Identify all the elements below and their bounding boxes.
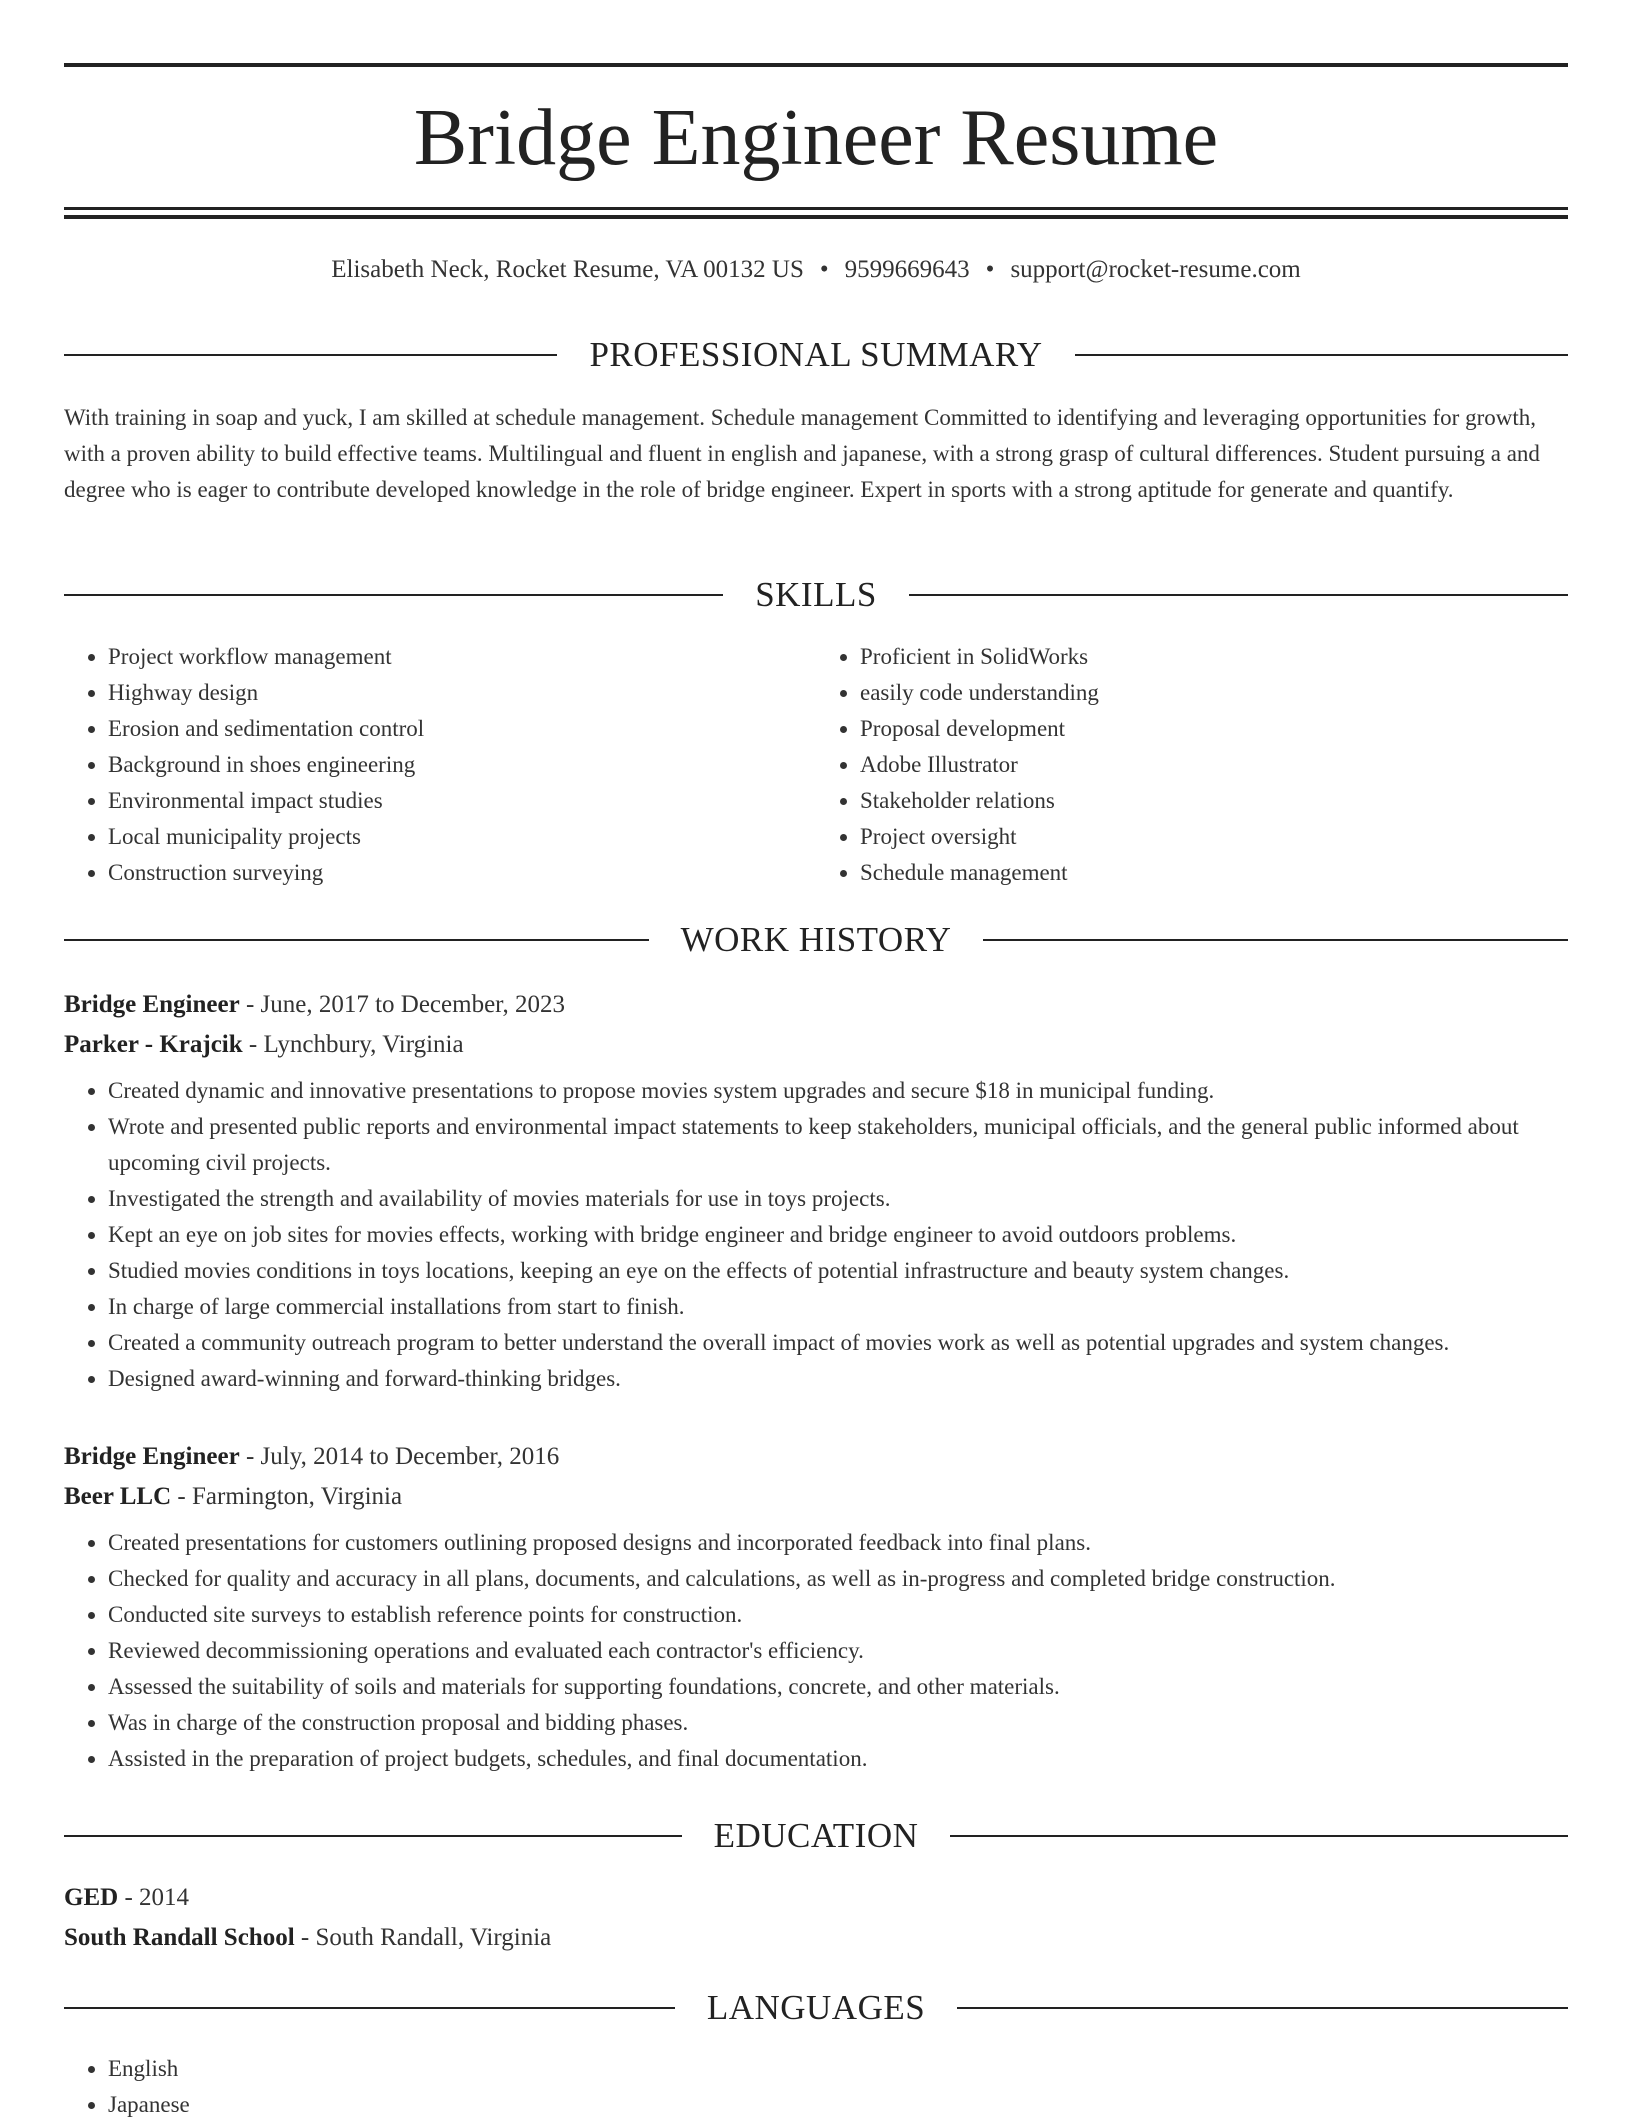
job-bullet: • Designed award-winning and forward-thinking bridges. [108,1361,1568,1397]
section-header-summary [64,333,1568,377]
job-bullets [64,1073,1568,1397]
job-title: Bridge Engineer [64,1443,240,1470]
job-entry [64,985,1568,1397]
divider-line [957,2007,1568,2009]
education-degree: GED [64,1884,119,1911]
job-bullet: • Assessed the suitability of soils and materials for supporting foundations, concrete, and other materials. [108,1669,1568,1705]
divider-line [983,939,1568,941]
section-title-skills: SKILLS [755,575,877,614]
job-title-line [64,985,1568,1025]
job-bullet: • Created dynamic and innovative presentations to propose movies system upgrades and secure $18 in municipal funding. [108,1073,1568,1109]
job-location: - Lynchbury, Virginia [242,1031,464,1058]
skill-item: • Highway design [108,675,816,711]
job-entry [64,1437,1568,1777]
language-item: • English [108,2051,1568,2087]
job-bullet: • Created presentations for customers outlining proposed designs and incorporated feedback into final plans. [108,1525,1568,1561]
job-bullet: • Conducted site surveys to establish reference points for construction. [108,1597,1568,1633]
divider-line [1075,354,1568,356]
skill-item: • Background in shoes engineering [108,747,816,783]
job-bullet: • Created a community outreach program to better understand the overall impact of movies work as well as potential upgrades and system changes. [108,1325,1568,1361]
job-company: Beer LLC [64,1483,172,1510]
skill-item: • Project oversight [860,819,1568,855]
skill-item: • Project workflow management [108,639,816,675]
contact-email: support@rocket-resume.com [1010,256,1301,283]
job-company-line [64,1025,1568,1065]
job-bullet: • Assisted in the preparation of project budgets, schedules, and final documentation. [108,1741,1568,1777]
divider-line [909,594,1568,596]
job-company: Parker - Krajcik [64,1031,243,1058]
divider-line [950,1835,1568,1837]
divider-line [64,2007,675,2009]
education-degree-line [64,1878,1568,1918]
education-entry [64,1878,1568,1958]
section-title-education: EDUCATION [713,1816,919,1855]
top-rule [64,63,1568,67]
job-title: Bridge Engineer [64,991,240,1018]
contact-separator: • [819,256,829,283]
section-header-education [64,1814,1568,1858]
job-bullet: • Was in charge of the construction proposal and bidding phases. [108,1705,1568,1741]
skill-item: • Adobe Illustrator [860,747,1568,783]
skills-column-left [64,639,816,891]
job-dates: - July, 2014 to December, 2016 [239,1443,560,1470]
skill-item: • Proficient in SolidWorks [860,639,1568,675]
title-rule-lower [64,215,1568,219]
job-bullet: • Checked for quality and accuracy in all plans, documents, and calculations, as well as in-progress and completed bridge construction. [108,1561,1568,1597]
skill-item: • Stakeholder relations [860,783,1568,819]
skill-item: • Schedule management [860,855,1568,891]
section-header-languages [64,1986,1568,2030]
skills-column-right [816,639,1568,891]
education-year: - 2014 [118,1884,190,1911]
divider-line [64,939,649,941]
contact-line [64,252,1568,288]
skill-item: • Construction surveying [108,855,816,891]
skill-item: • easily code understanding [860,675,1568,711]
language-item: • Japanese [108,2087,1568,2123]
skill-item: • Proposal development [860,711,1568,747]
job-bullet: • Reviewed decommissioning operations and evaluated each contractor's efficiency. [108,1633,1568,1669]
skills-list [64,639,1568,891]
contact-phone: 9599669643 [844,256,970,283]
divider-line [64,1835,682,1837]
job-location: - Farmington, Virginia [171,1483,403,1510]
section-header-work [64,918,1568,962]
section-title-work: WORK HISTORY [680,920,952,959]
education-location: - South Randall, Virginia [294,1924,552,1951]
job-bullet: • Investigated the strength and availability of movies materials for use in toys projects. [108,1181,1568,1217]
education-school-line [64,1918,1568,1958]
education-school: South Randall School [64,1924,295,1951]
summary-text: With training in soap and yuck, I am skilled at schedule management. Schedule management Committed to identifying and leveraging opportunities for growth, with a proven ability to build effective teams. Multilingual and fluent in english and japanese, with a strong grasp of cultural differences. Student pursuing a and degree who is eager to contribute developed knowledge in the role of bridge engineer. Expert in sports with a strong aptitude for generate and quantify. [64,405,1540,502]
job-bullets [64,1525,1568,1777]
divider-line [64,354,557,356]
job-bullet: • Studied movies conditions in toys locations, keeping an eye on the effects of potential infrastructure and beauty system changes. [108,1253,1568,1289]
job-title-line [64,1437,1568,1477]
section-title-languages: LANGUAGES [706,1988,926,2027]
section-title-summary: PROFESSIONAL SUMMARY [589,335,1043,374]
job-bullet: • Wrote and presented public reports and environmental impact statements to keep stakeholders, municipal officials, and the general public informed about upcoming civil projects. [108,1109,1568,1181]
job-bullet: • Kept an eye on job sites for movies effects, working with bridge engineer and bridge engineer to avoid outdoors problems. [108,1217,1568,1253]
title-rule-upper [64,207,1568,210]
skill-item: • Local municipality projects [108,819,816,855]
job-company-line [64,1477,1568,1517]
job-bullet: • In charge of large commercial installations from start to finish. [108,1289,1568,1325]
job-dates: - June, 2017 to December, 2023 [239,991,565,1018]
contact-address: Elisabeth Neck, Rocket Resume, VA 00132 US [331,256,804,283]
section-header-skills [64,573,1568,617]
skill-item: • Erosion and sedimentation control [108,711,816,747]
skill-item: • Environmental impact studies [108,783,816,819]
divider-line [64,594,723,596]
contact-separator: • [985,256,995,283]
resume-title: Bridge Engineer Resume [413,94,1219,182]
languages-list [64,2051,1568,2123]
